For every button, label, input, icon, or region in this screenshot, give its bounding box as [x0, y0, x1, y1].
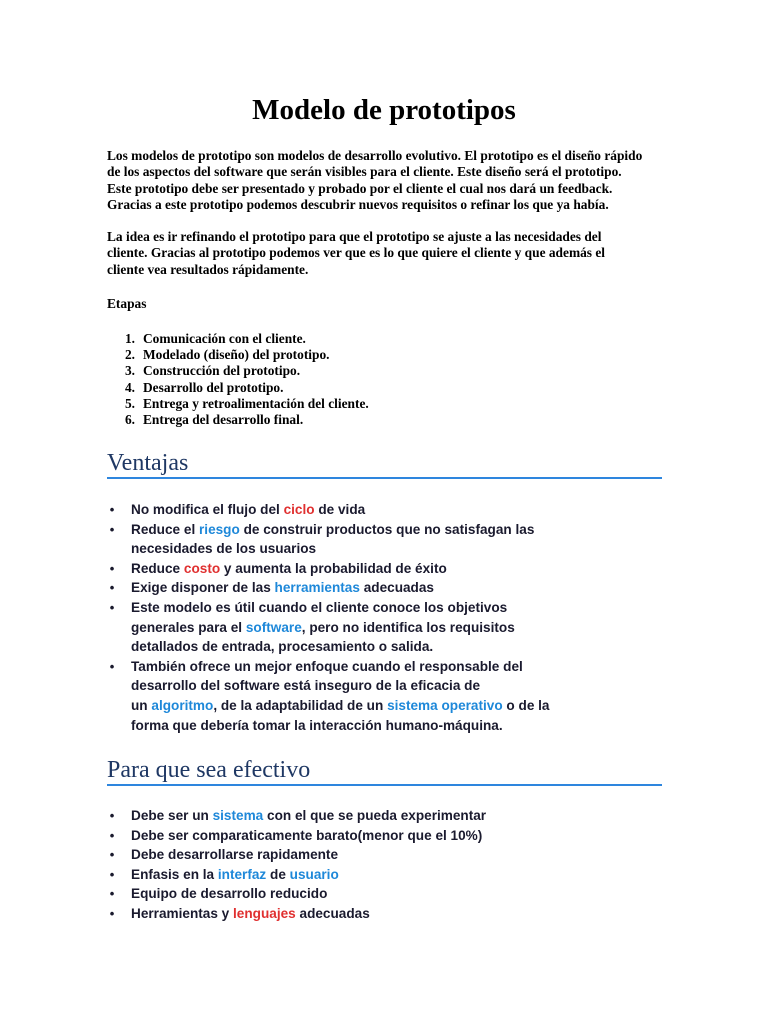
list-item — [107, 363, 369, 379]
page-title: Modelo de prototipos — [252, 94, 516, 126]
intro-p1-line: Gracias a este prototipo podemos descubrir nuevos requisitos o refinar los que ya había. — [107, 196, 609, 212]
text-fragment: generales para el — [131, 619, 246, 635]
link-lenguajes[interactable]: lenguajes — [233, 905, 296, 921]
bullet-dot-icon: • — [109, 580, 115, 596]
text-fragment: Enfasis en la — [131, 866, 218, 882]
link-sistema[interactable]: sistema — [212, 808, 264, 823]
list-item — [107, 520, 550, 559]
list-item — [107, 500, 550, 520]
text-fragment: Debe desarrollarse rapidamente — [131, 847, 339, 863]
link-costo[interactable]: costo — [183, 560, 221, 576]
step-number: 6. — [124, 411, 135, 427]
list-item — [107, 331, 369, 347]
text-fragment: y aumenta la probabilidad de éxito — [220, 560, 447, 576]
bullet-dot-icon: • — [109, 808, 115, 823]
text-fragment: de construir productos que no satisfagan las — [239, 521, 535, 537]
steps-list — [107, 331, 369, 428]
text-fragment: , de la adaptabilidad de un — [213, 697, 388, 713]
link-ciclo[interactable]: ciclo — [283, 502, 315, 517]
bullet-dot-icon: • — [109, 827, 115, 843]
text-fragment: desarrollo del software está inseguro de la eficacia de — [131, 678, 481, 694]
text-fragment: Debe ser un — [131, 808, 213, 823]
step-number: 2. — [124, 347, 135, 363]
heading-underline — [107, 477, 662, 479]
step-text: Modelado (diseño) del prototipo. — [143, 347, 330, 363]
text-fragment: Este modelo es útil cuando el cliente conoce los objetivos — [131, 599, 508, 615]
text-fragment: Herramientas y — [131, 905, 234, 921]
list-item — [107, 380, 369, 396]
text-fragment: de — [266, 866, 290, 882]
text-fragment: adecuadas — [359, 580, 434, 596]
text-fragment: forma que debería tomar la interacción humano-máquina. — [131, 717, 503, 733]
list-item — [107, 865, 486, 885]
text-fragment: adecuadas — [295, 905, 370, 921]
link-herramientas[interactable]: herramientas — [274, 580, 360, 596]
step-number: 1. — [124, 331, 135, 346]
bullet-dot-icon: • — [109, 502, 115, 517]
step-number: 3. — [124, 363, 135, 379]
text-fragment: o de la — [502, 697, 550, 713]
list-item — [107, 578, 550, 598]
intro-paragraph-1 — [107, 148, 667, 213]
bullet-dot-icon: • — [109, 886, 115, 902]
list-item — [107, 657, 550, 735]
list-item — [107, 806, 486, 826]
efectivo-list — [107, 806, 486, 924]
text-fragment: necesidades de los usuarios — [131, 541, 317, 557]
efectivo-heading: Para que sea efectivo — [107, 757, 311, 783]
text-fragment: Equipo de desarrollo reducido — [131, 886, 328, 902]
list-item — [107, 598, 550, 657]
text-fragment: un — [131, 697, 152, 713]
link-algoritmo[interactable]: algoritmo — [151, 697, 214, 713]
etapas-label: Etapas — [107, 296, 147, 311]
bullet-dot-icon: • — [109, 521, 115, 537]
step-text: Entrega y retroalimentación del cliente. — [143, 395, 369, 411]
text-fragment: Exige disponer de las — [131, 580, 275, 596]
step-text: Desarrollo del prototipo. — [143, 379, 284, 395]
text-fragment: También ofrece un mejor enfoque cuando el responsable del — [131, 658, 523, 674]
bullet-dot-icon: • — [109, 560, 115, 576]
ventajas-list — [107, 500, 550, 735]
intro-p2-line: La idea es ir refinando el prototipo para que el prototipo se ajuste a las necesidades del — [107, 229, 602, 244]
bullet-dot-icon: • — [109, 905, 115, 921]
link-interfaz[interactable]: interfaz — [217, 866, 267, 882]
step-text: Comunicación con el cliente. — [143, 331, 306, 346]
list-item — [107, 826, 486, 846]
intro-p1-line: de los aspectos del software que serán visibles para el cliente. Este diseño será el prototipo. — [107, 164, 622, 180]
step-number: 4. — [124, 379, 135, 395]
text-fragment: Reduce — [131, 560, 184, 576]
list-item — [107, 845, 486, 865]
list-item — [107, 559, 550, 579]
link-sistema-operativo[interactable]: sistema operativo — [387, 697, 503, 713]
intro-p2-line: cliente. Gracias al prototipo podemos ver que es lo que quiere el cliente y que además el — [107, 245, 606, 261]
link-riesgo[interactable]: riesgo — [199, 521, 240, 537]
list-item — [107, 884, 486, 904]
heading-underline — [107, 784, 662, 786]
ventajas-heading: Ventajas — [107, 450, 189, 476]
intro-paragraph-2 — [107, 229, 667, 278]
text-fragment: con el que se pueda experimentar — [263, 808, 487, 823]
bullet-dot-icon: • — [109, 847, 115, 863]
list-item — [107, 904, 486, 924]
step-number: 5. — [124, 395, 135, 411]
step-text: Construcción del prototipo. — [143, 363, 301, 379]
text-fragment: detallados de entrada, procesamiento o salida. — [131, 639, 434, 655]
bullet-dot-icon: • — [109, 866, 115, 882]
link-usuario[interactable]: usuario — [289, 866, 339, 882]
text-fragment: de vida — [314, 502, 366, 517]
bullet-dot-icon: • — [109, 599, 115, 615]
text-fragment: , pero no identifica los requisitos — [301, 619, 515, 635]
text-fragment: Debe ser comparaticamente barato(menor que el 10%) — [131, 827, 483, 843]
intro-p2-line: cliente vea resultados rápidamente. — [107, 261, 309, 277]
bullet-dot-icon: • — [109, 658, 115, 674]
step-text: Entrega del desarrollo final. — [143, 411, 304, 427]
intro-p1-line: Este prototipo debe ser presentado y probado por el cliente el cual nos dará un feedback. — [107, 180, 613, 196]
text-fragment: Reduce el — [131, 521, 199, 537]
list-item — [107, 396, 369, 412]
link-software[interactable]: software — [245, 619, 302, 635]
intro-p1-line: Los modelos de prototipo son modelos de desarrollo evolutivo. El prototipo es el diseño rápido — [107, 148, 643, 163]
list-item — [107, 347, 369, 363]
list-item — [107, 412, 369, 428]
text-fragment: No modifica el flujo del — [131, 502, 284, 517]
